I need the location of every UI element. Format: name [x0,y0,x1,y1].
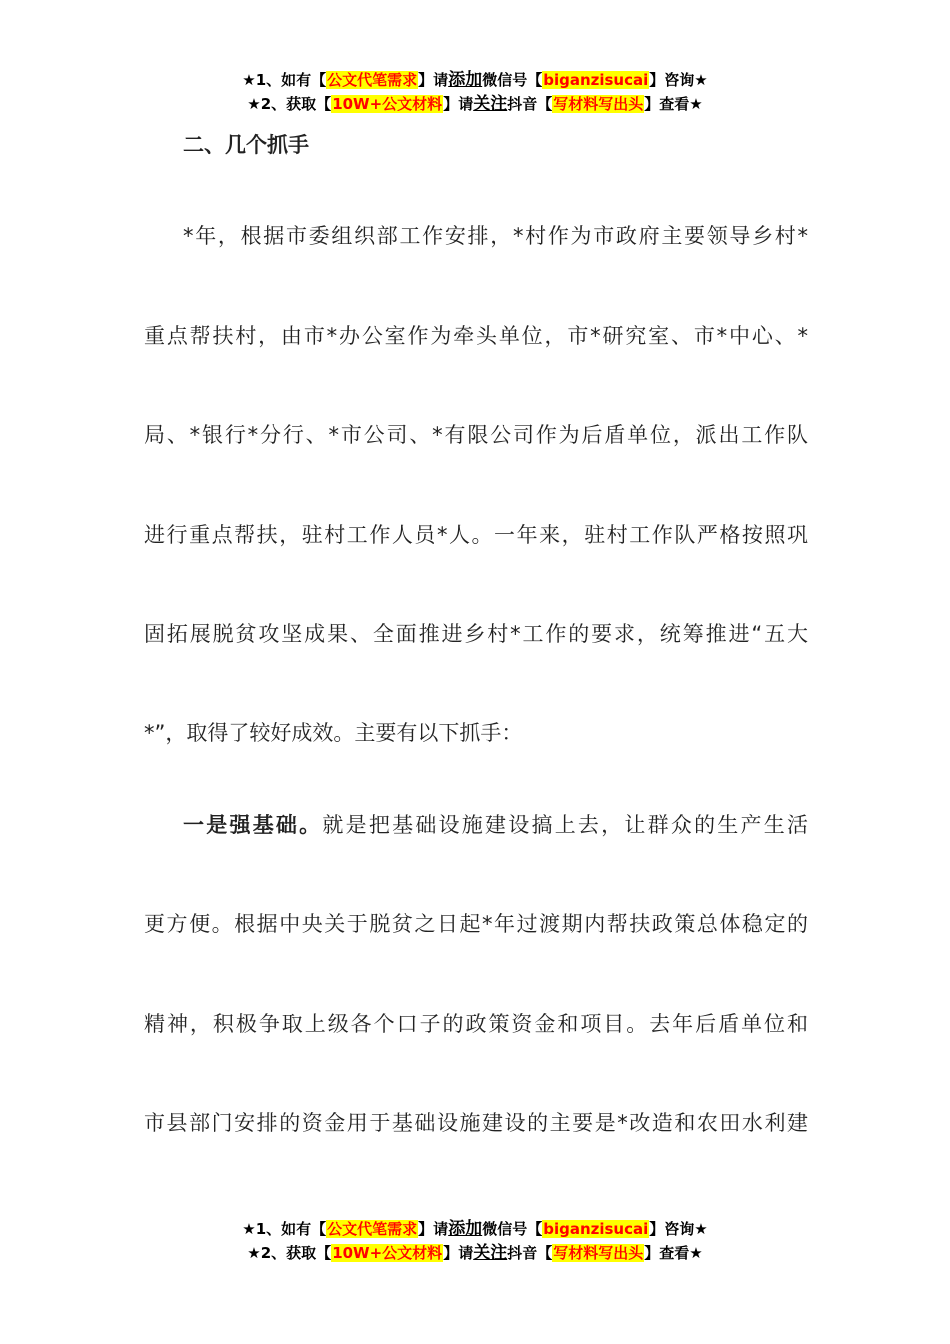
paragraph-line: 精神，积极争取上级各个口子的政策资金和项目。去年后盾单位和 [144,1012,808,1036]
banner-text: 】请 [418,71,449,89]
banner-text: ★2、获取【 [247,1244,332,1262]
banner-text: ★2、获取【 [247,95,332,113]
paragraph-line: 更方便。根据中央关于脱贫之日起*年过渡期内帮扶政策总体稳定的 [144,912,808,936]
banner-line-1 [0,1217,950,1241]
banner-text: ★1、如有【 [242,71,327,89]
banner-text: 微信号【 [482,71,543,89]
douyin-id-highlight: 写材料写出头 [553,1244,644,1262]
banner-text: 】请 [418,1220,449,1238]
banner-highlight: 公文代笔需求 [327,71,418,89]
douyin-id-highlight: 写材料写出头 [553,95,644,113]
banner-emphasis: 添加 [448,1219,483,1239]
section-heading: 二、几个抓手 [183,133,309,157]
header-banner [0,68,950,116]
paragraph-line [183,809,808,841]
wechat-id-highlight: biganzisucai [543,71,649,89]
banner-text: 抖音【 [507,95,553,113]
paragraph-line: 进行重点帮扶，驻村工作人员*人。一年来，驻村工作队严格按照巩 [144,523,808,547]
banner-emphasis: 添加 [448,70,483,90]
banner-text: 】查看★ [644,95,703,113]
paragraph-line: 固拓展脱贫攻坚成果、全面推进乡村*工作的要求，统筹推进“五大 [144,622,808,646]
paragraph-line: 市县部门安排的资金用于基础设施建设的主要是*改造和农田水利建 [144,1111,808,1135]
banner-emphasis: 关注 [473,94,508,114]
banner-text: 】请 [443,95,474,113]
banner-line-2 [0,92,950,116]
paragraph-text: 就是把基础设施建设搞上去，让群众的生产生活 [322,813,809,837]
paragraph-line: *”，取得了较好成效。主要有以下抓手： [144,721,523,745]
banner-text: 】查看★ [644,1244,703,1262]
banner-text: 微信号【 [482,1220,543,1238]
banner-line-2 [0,1241,950,1265]
paragraph-line: *年，根据市委组织部工作安排，*村作为市政府主要领导乡村* [183,224,808,248]
paragraph-lead: 一是强基础。 [183,813,323,837]
paragraph-line: 重点帮扶村，由市*办公室作为牵头单位，市*研究室、市*中心、* [144,324,808,348]
banner-emphasis: 关注 [473,1243,508,1263]
footer-banner [0,1217,950,1265]
banner-text: ★1、如有【 [242,1220,327,1238]
paragraph-line: 局、*银行*分行、*市公司、*有限公司作为后盾单位，派出工作队 [144,423,808,447]
banner-text: 】请 [443,1244,474,1262]
banner-highlight: 10W+公文材料 [332,1244,443,1262]
banner-line-1 [0,68,950,92]
banner-text: 】咨询★ [649,71,708,89]
banner-text: 】咨询★ [649,1220,708,1238]
banner-highlight: 公文代笔需求 [327,1220,418,1238]
banner-highlight: 10W+公文材料 [332,95,443,113]
wechat-id-highlight: biganzisucai [543,1220,649,1238]
banner-text: 抖音【 [507,1244,553,1262]
